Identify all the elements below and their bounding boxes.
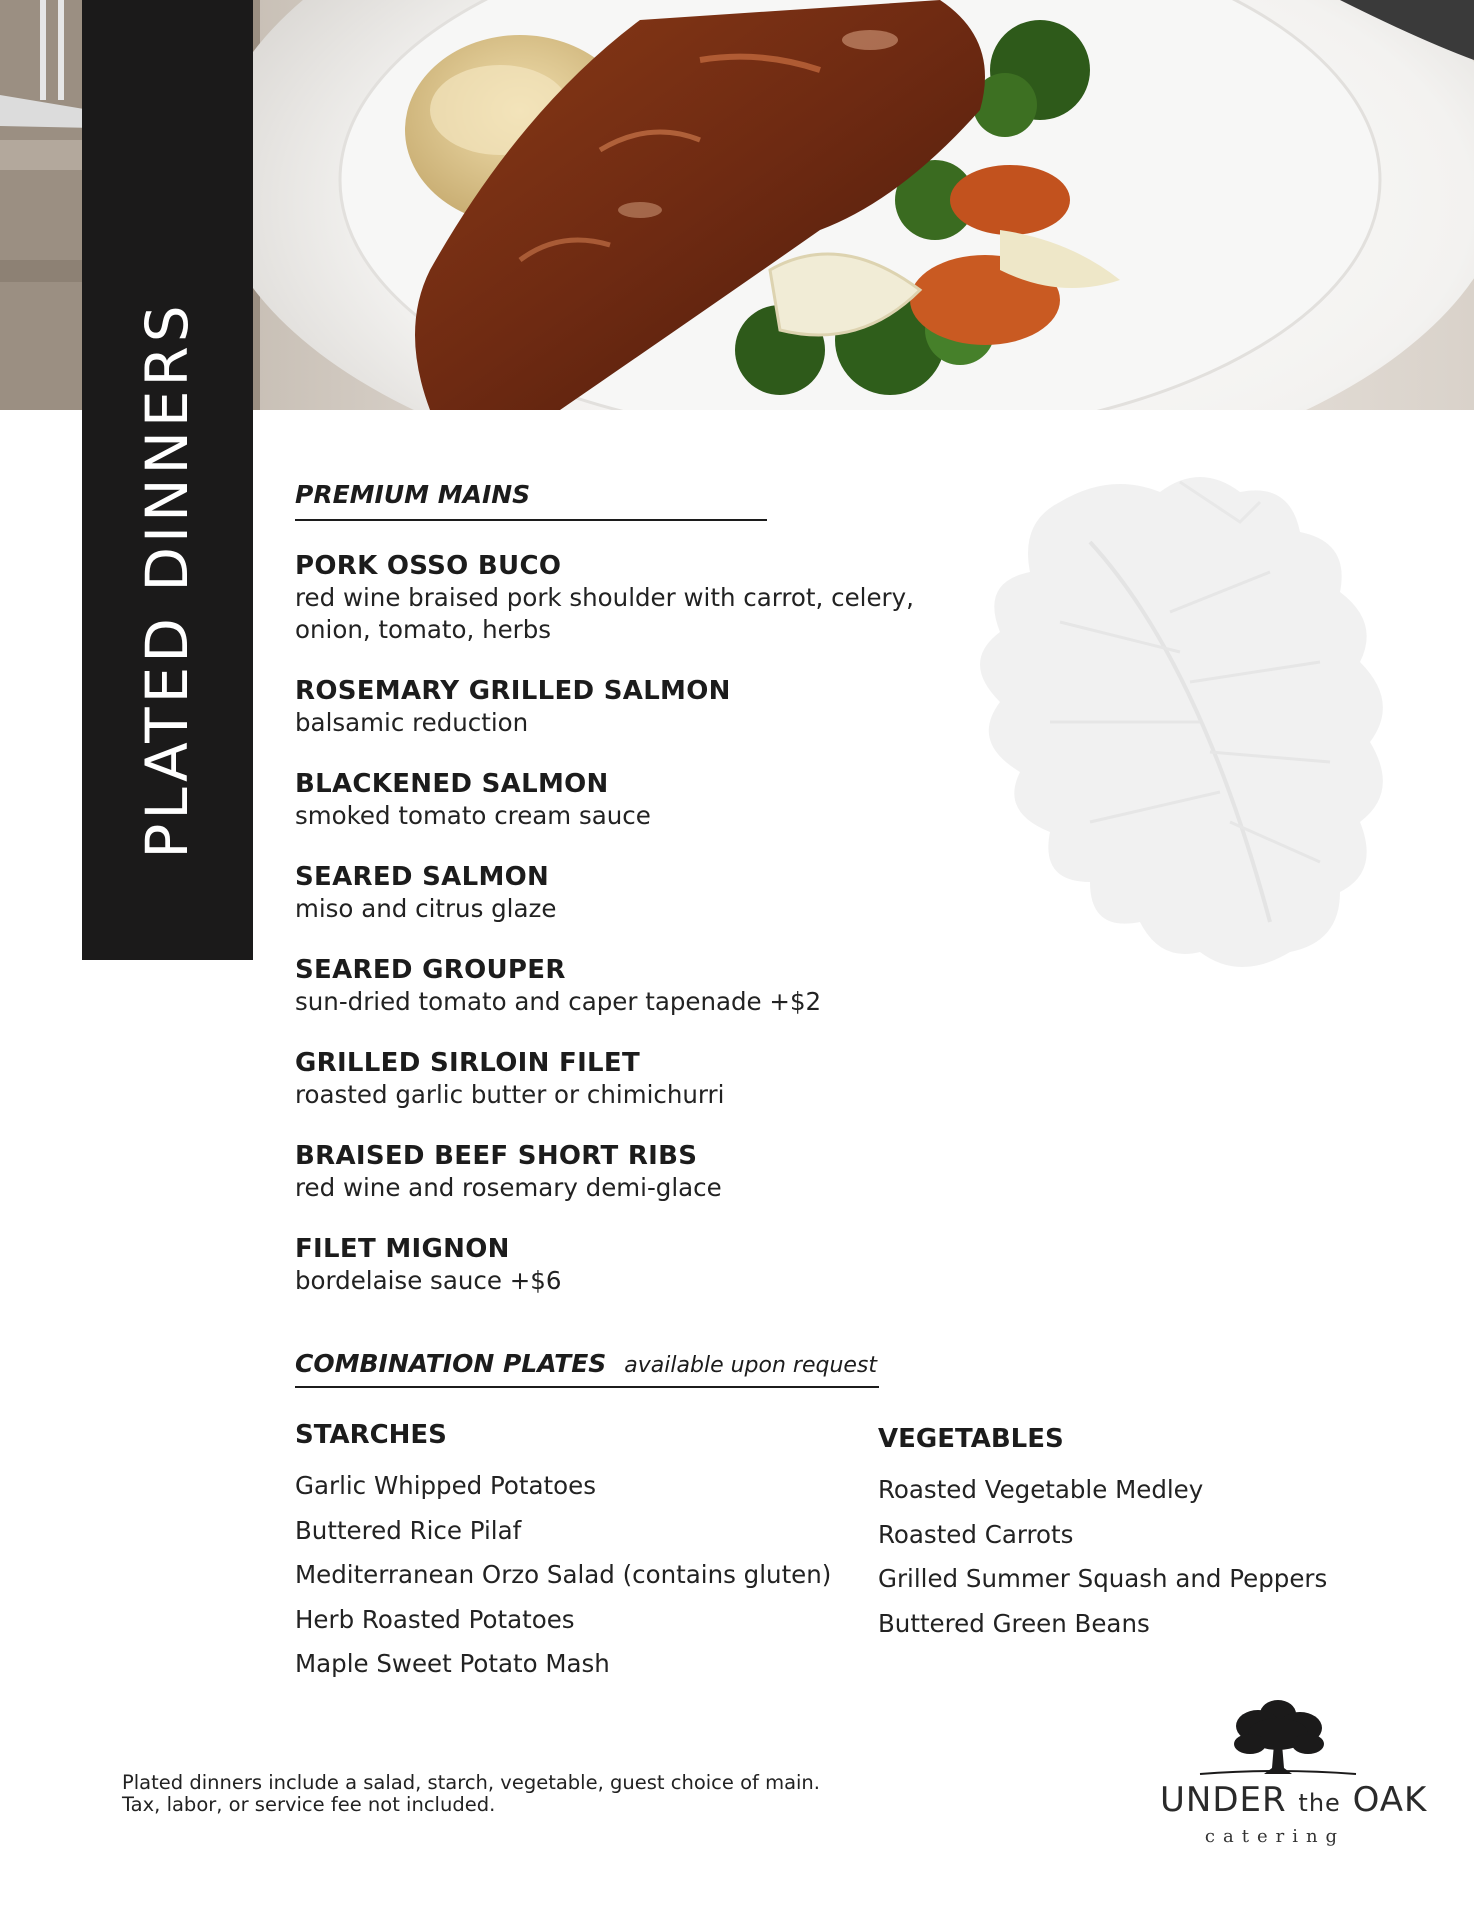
menu-item-name: SEARED GROUPER xyxy=(295,955,566,985)
vegetable-item: Buttered Green Beans xyxy=(878,1608,1150,1638)
menu-item-name: GRILLED SIRLOIN FILET xyxy=(295,1048,641,1078)
oak-tree-icon xyxy=(1160,1692,1390,1782)
menu-item-name: BRAISED BEEF SHORT RIBS xyxy=(295,1141,698,1171)
premium-mains-heading: PREMIUM MAINS xyxy=(295,480,767,521)
menu-item xyxy=(295,551,1395,646)
menu-item xyxy=(295,955,1395,1018)
menu-item xyxy=(295,1048,1395,1111)
footnote-line: Tax, labor, or service fee not included. xyxy=(122,1793,496,1816)
page-title: PLATED DINNERS xyxy=(133,301,201,859)
menu-item-description: sun-dried tomato and caper tapenade +$2 xyxy=(295,987,822,1016)
logo-name-the: the xyxy=(1298,1789,1341,1817)
menu-item-name: SEARED SALMON xyxy=(295,862,550,892)
logo xyxy=(1160,1692,1428,1852)
logo-name xyxy=(1160,1780,1428,1820)
starches-title: STARCHES xyxy=(295,1420,447,1450)
menu-item-description: red wine and rosemary demi-glace xyxy=(295,1173,722,1202)
menu-item-description: bordelaise sauce +$6 xyxy=(295,1266,562,1295)
starches-column xyxy=(295,1420,831,1687)
vegetables-title: VEGETABLES xyxy=(878,1424,1064,1454)
menu-item-description: smoked tomato cream sauce xyxy=(295,801,651,830)
logo-name-under: UNDER xyxy=(1160,1780,1287,1820)
menu-item-description: roasted garlic butter or chimichurri xyxy=(295,1080,725,1109)
menu-item-name: ROSEMARY GRILLED SALMON xyxy=(295,676,731,706)
vegetables-column xyxy=(878,1424,1327,1646)
logo-tagline: catering xyxy=(1204,1826,1346,1847)
menu-item xyxy=(295,1141,1395,1204)
combination-plates-heading xyxy=(295,1349,879,1388)
menu-item-name: PORK OSSO BUCO xyxy=(295,551,562,581)
menu-item-name: FILET MIGNON xyxy=(295,1234,510,1264)
menu-item-description: balsamic reduction xyxy=(295,708,529,737)
vegetable-item: Grilled Summer Squash and Peppers xyxy=(878,1564,1328,1593)
menu-content xyxy=(295,480,1395,1680)
logo-name-oak: OAK xyxy=(1352,1780,1428,1820)
starch-item: Maple Sweet Potato Mash xyxy=(295,1649,610,1678)
footnote xyxy=(122,1772,820,1816)
starch-item: Mediterranean Orzo Salad (contains gluten) xyxy=(295,1560,832,1589)
vegetable-item: Roasted Vegetable Medley xyxy=(878,1475,1204,1504)
menu-item xyxy=(295,676,1395,739)
menu-item xyxy=(295,862,1395,925)
combination-plates-note: available upon request xyxy=(624,1353,878,1378)
sides-section xyxy=(295,1420,1395,1680)
menu-item-name: BLACKENED SALMON xyxy=(295,769,609,799)
menu-item-description: miso and citrus glaze xyxy=(295,894,557,923)
menu-item-description: red wine braised pork shoulder with carrot, celery, onion, tomato, herbs xyxy=(295,583,914,644)
starch-item: Garlic Whipped Potatoes xyxy=(295,1471,596,1500)
menu-item xyxy=(295,769,1395,832)
vegetable-item: Roasted Carrots xyxy=(878,1519,1074,1549)
starch-item: Buttered Rice Pilaf xyxy=(295,1515,522,1545)
combination-plates-title: COMBINATION PLATES xyxy=(295,1349,607,1378)
footnote-line: Plated dinners include a salad, starch, vegetable, guest choice of main. xyxy=(122,1771,820,1794)
menu-item xyxy=(295,1234,1395,1297)
starch-item: Herb Roasted Potatoes xyxy=(295,1604,575,1634)
